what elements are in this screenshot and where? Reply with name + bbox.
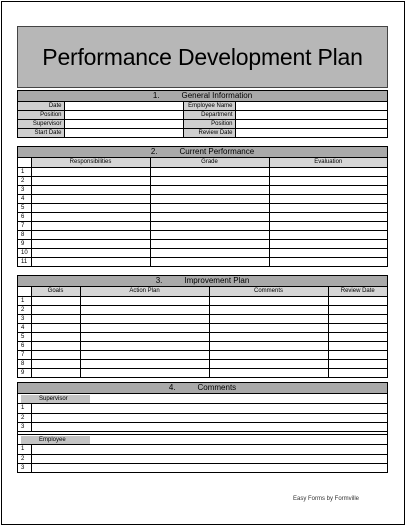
table-cell-input[interactable]: [31, 332, 80, 341]
supervisor-label: Supervisor: [21, 395, 90, 403]
section-title: Comments: [197, 383, 237, 392]
table-cell-input[interactable]: [209, 359, 328, 368]
table-row: [18, 167, 387, 176]
section-header: [18, 383, 387, 394]
general-info-row: [18, 129, 387, 138]
table-cell-input[interactable]: [209, 314, 328, 323]
table-row: [18, 341, 387, 350]
table-cell-input[interactable]: [328, 323, 387, 332]
field-input[interactable]: [235, 111, 387, 120]
footer-credit: Easy Forms by Formville: [293, 496, 360, 502]
table-cell-input[interactable]: [80, 368, 209, 377]
table-row: [18, 176, 387, 185]
row-number: 7: [18, 350, 31, 359]
table-cell-input[interactable]: [31, 257, 150, 266]
row-number: 3: [18, 422, 31, 431]
row-number: 4: [18, 194, 31, 203]
row-number: 2: [18, 176, 31, 185]
table-cell-input[interactable]: [150, 203, 269, 212]
section-header: [18, 276, 387, 287]
table-cell-input[interactable]: [328, 332, 387, 341]
table-row: [18, 463, 387, 472]
table-row: [18, 422, 387, 431]
table-cell-input[interactable]: [31, 167, 150, 176]
table-cell-input[interactable]: [269, 176, 387, 185]
table-cell-input[interactable]: [80, 341, 209, 350]
field-label: Supervisor: [18, 120, 64, 129]
table-cell-input[interactable]: [31, 230, 150, 239]
row-number: 5: [18, 203, 31, 212]
table-row: [18, 248, 387, 257]
table-cell-input[interactable]: [150, 248, 269, 257]
column-header: Action Plan: [80, 287, 209, 296]
table-cell-input[interactable]: [269, 248, 387, 257]
section-title: Improvement Plan: [184, 276, 250, 285]
table-cell-input[interactable]: [209, 341, 328, 350]
general-info-table: [18, 102, 387, 137]
table-row: [18, 404, 387, 413]
field-input[interactable]: [64, 120, 183, 129]
column-header: Review Date: [328, 287, 387, 296]
row-number: 8: [18, 230, 31, 239]
table-cell-input[interactable]: [31, 359, 80, 368]
table-cell-input[interactable]: [31, 221, 150, 230]
row-number: 3: [18, 185, 31, 194]
table-cell-input[interactable]: [31, 463, 387, 472]
form-title: Performance Development Plan: [17, 26, 388, 88]
table-cell-input[interactable]: [31, 305, 80, 314]
table-cell-input[interactable]: [80, 332, 209, 341]
employee-label: Employee: [21, 436, 90, 444]
table-cell-input[interactable]: [150, 257, 269, 266]
table-row: [18, 230, 387, 239]
field-label: Position: [183, 120, 235, 129]
improvement-plan-section: [17, 275, 388, 378]
section-number: 2.: [150, 147, 158, 156]
row-number: 4: [18, 323, 31, 332]
field-label: Start Date: [18, 129, 64, 138]
section-title: General Information: [181, 91, 253, 100]
table-cell-input[interactable]: [269, 221, 387, 230]
column-header: Grade: [150, 158, 269, 167]
table-cell-input[interactable]: [150, 239, 269, 248]
column-header: Goals: [31, 287, 80, 296]
table-row: [18, 445, 387, 454]
table-cell-input[interactable]: [328, 296, 387, 305]
table-cell-input[interactable]: [328, 341, 387, 350]
table-cell-input[interactable]: [31, 413, 387, 422]
row-number: 10: [18, 248, 31, 257]
field-input[interactable]: [64, 111, 183, 120]
table-row: [18, 239, 387, 248]
form-page: [1, 1, 405, 525]
field-input[interactable]: [64, 129, 183, 138]
table-cell-input[interactable]: [31, 314, 80, 323]
table-cell-input[interactable]: [269, 194, 387, 203]
table-row: [18, 185, 387, 194]
row-number: 5: [18, 332, 31, 341]
table-cell-input[interactable]: [31, 454, 387, 463]
row-number: 2: [18, 305, 31, 314]
table-cell-input[interactable]: [31, 194, 150, 203]
table-cell-input[interactable]: [269, 230, 387, 239]
section-title: Current Performance: [179, 147, 255, 156]
section-number: 1.: [152, 91, 160, 100]
field-input[interactable]: [64, 102, 183, 111]
table-row: [18, 212, 387, 221]
current-performance-section: [17, 146, 388, 267]
table-row: [18, 359, 387, 368]
table-cell-input[interactable]: [31, 176, 150, 185]
table-cell-input[interactable]: [209, 368, 328, 377]
table-cell-input[interactable]: [328, 305, 387, 314]
table-cell-input[interactable]: [80, 314, 209, 323]
column-header: Responsibilities: [31, 158, 150, 167]
general-information-section: [17, 90, 388, 138]
section-header: [18, 147, 387, 158]
table-cell-input[interactable]: [269, 185, 387, 194]
table-cell-input[interactable]: [150, 185, 269, 194]
table-cell-input[interactable]: [80, 323, 209, 332]
section-header: [18, 91, 387, 102]
table-cell-input[interactable]: [269, 257, 387, 266]
row-number: 3: [18, 314, 31, 323]
table-cell-input[interactable]: [31, 296, 80, 305]
table-cell-input[interactable]: [209, 332, 328, 341]
table-row: [18, 323, 387, 332]
table-cell-input[interactable]: [209, 305, 328, 314]
table-cell-input[interactable]: [31, 212, 150, 221]
table-cell-input[interactable]: [150, 167, 269, 176]
table-cell-input[interactable]: [269, 239, 387, 248]
table-cell-input[interactable]: [209, 296, 328, 305]
improvement-plan-table: [18, 287, 387, 377]
table-row: [18, 257, 387, 266]
field-label: Department: [183, 111, 235, 120]
table-cell-input[interactable]: [31, 203, 150, 212]
general-info-row: [18, 120, 387, 129]
table-cell-input[interactable]: [80, 350, 209, 359]
field-label: Review Date: [183, 129, 235, 138]
supervisor-comments-table: [18, 404, 387, 431]
table-row: [18, 221, 387, 230]
table-cell-input[interactable]: [31, 368, 80, 377]
table-cell-input[interactable]: [31, 248, 150, 257]
field-input[interactable]: [235, 102, 387, 111]
field-label: Date: [18, 102, 64, 111]
table-cell-input[interactable]: [31, 422, 387, 431]
table-cell-input[interactable]: [269, 167, 387, 176]
row-number: 6: [18, 212, 31, 221]
row-number: 1: [18, 296, 31, 305]
table-row: [18, 305, 387, 314]
general-info-row: [18, 111, 387, 120]
table-cell-input[interactable]: [328, 350, 387, 359]
field-input[interactable]: [235, 120, 387, 129]
employee-comments-table: [18, 445, 387, 472]
table-cell-input[interactable]: [209, 350, 328, 359]
table-cell-input[interactable]: [209, 323, 328, 332]
table-cell-input[interactable]: [31, 239, 150, 248]
table-row: [18, 368, 387, 377]
table-cell-input[interactable]: [80, 359, 209, 368]
table-cell-input[interactable]: [80, 305, 209, 314]
row-number: 1: [18, 404, 31, 413]
current-performance-table: [18, 158, 387, 266]
employee-comments-label: [18, 435, 387, 445]
table-cell-input[interactable]: [328, 359, 387, 368]
general-info-row: [18, 102, 387, 111]
row-number: 7: [18, 221, 31, 230]
row-number: 1: [18, 445, 31, 454]
table-cell-input[interactable]: [31, 341, 80, 350]
table-row: [18, 203, 387, 212]
table-row: [18, 350, 387, 359]
table-cell-input[interactable]: [150, 176, 269, 185]
table-row: [18, 332, 387, 341]
field-label: Position: [18, 111, 64, 120]
comments-section: [17, 382, 388, 473]
row-number: 2: [18, 413, 31, 422]
table-cell-input[interactable]: [80, 296, 209, 305]
table-cell-input[interactable]: [150, 230, 269, 239]
row-number: 9: [18, 368, 31, 377]
row-number: 6: [18, 341, 31, 350]
section-number: 3.: [155, 276, 163, 285]
table-row: [18, 194, 387, 203]
row-number-header: [18, 287, 31, 296]
field-input[interactable]: [235, 129, 387, 138]
table-cell-input[interactable]: [31, 445, 387, 454]
table-cell-input[interactable]: [31, 404, 387, 413]
table-cell-input[interactable]: [31, 350, 80, 359]
row-number-header: [18, 158, 31, 167]
row-number: 8: [18, 359, 31, 368]
column-header: Evaluation: [269, 158, 387, 167]
table-cell-input[interactable]: [269, 212, 387, 221]
row-number: 1: [18, 167, 31, 176]
row-number: 11: [18, 257, 31, 266]
table-cell-input[interactable]: [328, 368, 387, 377]
supervisor-comments-label: [18, 394, 387, 404]
table-row: [18, 454, 387, 463]
table-cell-input[interactable]: [328, 314, 387, 323]
table-cell-input[interactable]: [31, 185, 150, 194]
field-label: Employee Name: [183, 102, 235, 111]
row-number: 2: [18, 454, 31, 463]
section-number: 4.: [168, 383, 176, 392]
row-number: 3: [18, 463, 31, 472]
table-row: [18, 296, 387, 305]
row-number: 9: [18, 239, 31, 248]
column-header: Comments: [209, 287, 328, 296]
table-cell-input[interactable]: [31, 323, 80, 332]
table-cell-input[interactable]: [269, 203, 387, 212]
table-row: [18, 314, 387, 323]
table-cell-input[interactable]: [150, 221, 269, 230]
table-cell-input[interactable]: [150, 212, 269, 221]
table-row: [18, 413, 387, 422]
table-cell-input[interactable]: [150, 194, 269, 203]
